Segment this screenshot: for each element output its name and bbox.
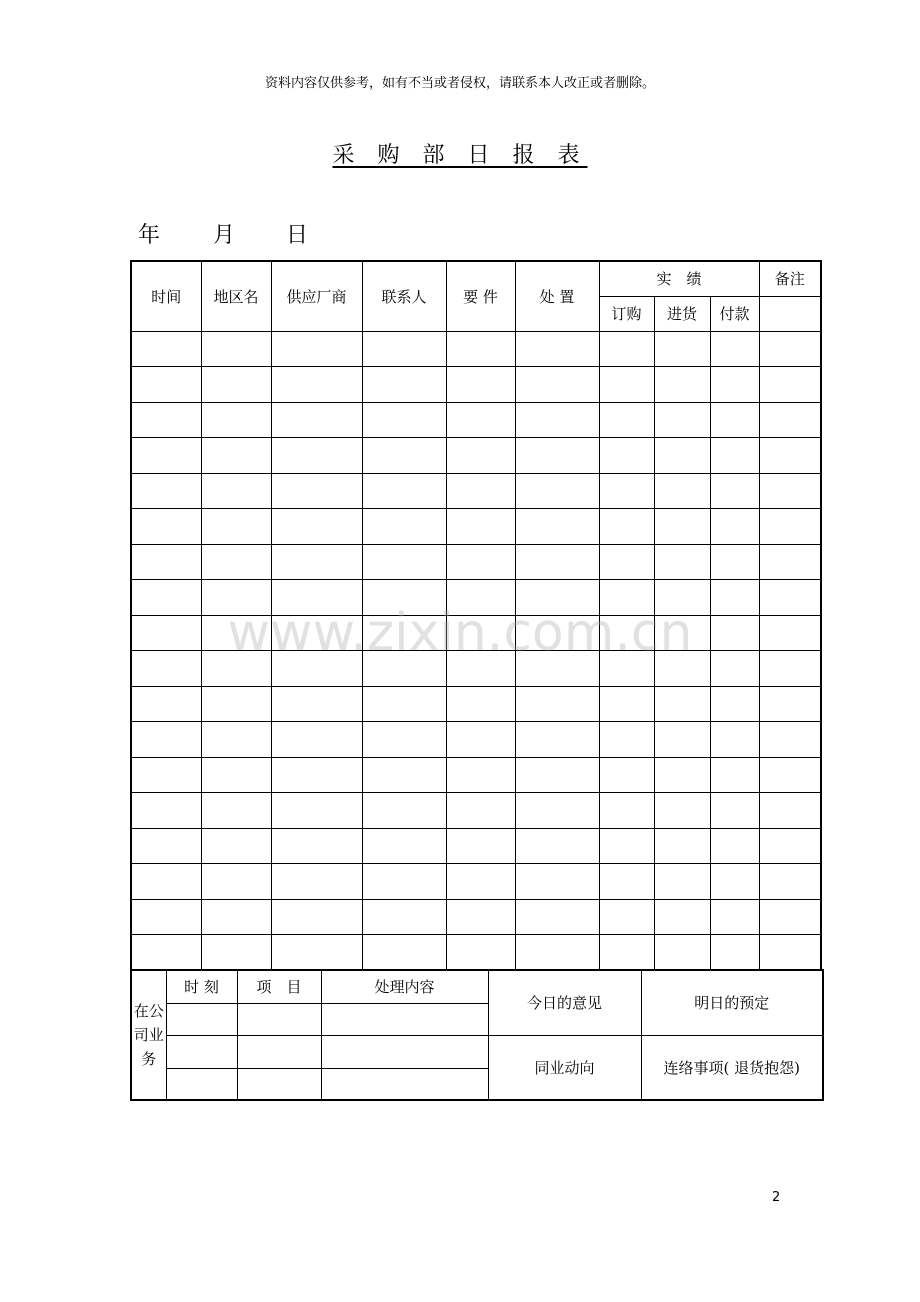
- contact-items-cell: 连络事项( 退货抱怨): [641, 1035, 823, 1100]
- cell-stock-in[interactable]: [654, 438, 710, 474]
- cell-contact[interactable]: [362, 828, 446, 864]
- cell-contact[interactable]: [362, 438, 446, 474]
- cell-region[interactable]: [201, 544, 271, 580]
- cell-order[interactable]: [599, 438, 654, 474]
- business-time-cell[interactable]: [166, 1068, 237, 1100]
- header-performance: 实 绩: [599, 261, 759, 296]
- table-row: [131, 686, 821, 722]
- cell-stock-in[interactable]: [654, 793, 710, 829]
- cell-remarks[interactable]: [759, 828, 821, 864]
- cell-contact[interactable]: [362, 544, 446, 580]
- cell-region[interactable]: [201, 899, 271, 935]
- cell-order[interactable]: [599, 544, 654, 580]
- cell-remarks[interactable]: [759, 331, 821, 367]
- cell-handling[interactable]: [515, 686, 599, 722]
- cell-handling[interactable]: [515, 438, 599, 474]
- cell-matter[interactable]: [446, 899, 515, 935]
- cell-region[interactable]: [201, 473, 271, 509]
- cell-contact[interactable]: [362, 935, 446, 971]
- cell-region[interactable]: [201, 935, 271, 971]
- cell-matter[interactable]: [446, 402, 515, 438]
- table-row: [131, 473, 821, 509]
- company-business-label: 在公司业务: [131, 970, 166, 1100]
- cell-time[interactable]: [131, 651, 201, 687]
- header-region: 地区名: [201, 261, 271, 331]
- cell-time[interactable]: [131, 757, 201, 793]
- cell-contact[interactable]: [362, 580, 446, 616]
- cell-order[interactable]: [599, 935, 654, 971]
- business-time-cell[interactable]: [166, 1003, 237, 1035]
- cell-stock-in[interactable]: [654, 935, 710, 971]
- cell-stock-in[interactable]: [654, 722, 710, 758]
- header-payment: 付款: [710, 296, 759, 331]
- cell-order[interactable]: [599, 473, 654, 509]
- cell-time[interactable]: [131, 509, 201, 545]
- page-title: [0, 138, 920, 169]
- cell-remarks[interactable]: [759, 686, 821, 722]
- header-time: 时间: [131, 261, 201, 331]
- company-business-table: [130, 969, 824, 1101]
- business-time-cell[interactable]: [166, 1035, 237, 1068]
- cell-remarks[interactable]: [759, 864, 821, 900]
- cell-contact[interactable]: [362, 793, 446, 829]
- table-row: [131, 580, 821, 616]
- cell-payment[interactable]: [710, 473, 759, 509]
- business-item-cell[interactable]: [237, 1035, 321, 1068]
- cell-region[interactable]: [201, 864, 271, 900]
- cell-remarks[interactable]: [759, 367, 821, 403]
- cell-region[interactable]: [201, 402, 271, 438]
- table-row: [131, 651, 821, 687]
- cell-time[interactable]: [131, 331, 201, 367]
- cell-time[interactable]: [131, 580, 201, 616]
- cell-contact[interactable]: [362, 473, 446, 509]
- cell-region[interactable]: [201, 686, 271, 722]
- cell-order[interactable]: [599, 651, 654, 687]
- date-month-label: 月: [213, 223, 236, 248]
- cell-payment[interactable]: [710, 509, 759, 545]
- cell-remarks[interactable]: [759, 757, 821, 793]
- cell-order[interactable]: [599, 828, 654, 864]
- cell-handling[interactable]: [515, 509, 599, 545]
- cell-supplier[interactable]: [271, 473, 362, 509]
- table-row: [131, 402, 821, 438]
- cell-handling[interactable]: [515, 793, 599, 829]
- cell-stock-in[interactable]: [654, 331, 710, 367]
- cell-region[interactable]: [201, 367, 271, 403]
- cell-order[interactable]: [599, 615, 654, 651]
- cell-contact[interactable]: [362, 331, 446, 367]
- header-contact: 联系人: [362, 261, 446, 331]
- cell-remarks[interactable]: [759, 615, 821, 651]
- cell-payment[interactable]: [710, 580, 759, 616]
- cell-stock-in[interactable]: [654, 580, 710, 616]
- cell-order[interactable]: [599, 793, 654, 829]
- cell-payment[interactable]: [710, 793, 759, 829]
- cell-handling[interactable]: [515, 722, 599, 758]
- cell-stock-in[interactable]: [654, 615, 710, 651]
- header-remarks-blank: [759, 296, 821, 331]
- cell-region[interactable]: [201, 828, 271, 864]
- cell-time[interactable]: [131, 935, 201, 971]
- header-order: 订购: [599, 296, 654, 331]
- cell-supplier[interactable]: [271, 544, 362, 580]
- cell-order[interactable]: [599, 402, 654, 438]
- cell-remarks[interactable]: [759, 899, 821, 935]
- business-content-cell[interactable]: [321, 1003, 488, 1035]
- cell-handling[interactable]: [515, 580, 599, 616]
- cell-order[interactable]: [599, 899, 654, 935]
- purchase-report-table: [130, 260, 822, 971]
- cell-matter[interactable]: [446, 828, 515, 864]
- cell-payment[interactable]: [710, 828, 759, 864]
- business-row-3: [131, 1035, 823, 1068]
- cell-order[interactable]: [599, 509, 654, 545]
- page-number: 2: [772, 1190, 781, 1205]
- page-title-text: 采 购 部 日 报 表: [332, 143, 588, 168]
- cell-matter[interactable]: [446, 757, 515, 793]
- cell-region[interactable]: [201, 438, 271, 474]
- cell-matter[interactable]: [446, 864, 515, 900]
- cell-contact[interactable]: [362, 615, 446, 651]
- cell-remarks[interactable]: [759, 722, 821, 758]
- cell-remarks[interactable]: [759, 580, 821, 616]
- cell-handling[interactable]: [515, 864, 599, 900]
- cell-handling[interactable]: [515, 331, 599, 367]
- cell-remarks[interactable]: [759, 509, 821, 545]
- cell-payment[interactable]: [710, 864, 759, 900]
- cell-supplier[interactable]: [271, 331, 362, 367]
- business-content-cell[interactable]: [321, 1068, 488, 1100]
- table-row: [131, 509, 821, 545]
- cell-payment[interactable]: [710, 686, 759, 722]
- cell-handling[interactable]: [515, 473, 599, 509]
- cell-remarks[interactable]: [759, 544, 821, 580]
- cell-matter[interactable]: [446, 438, 515, 474]
- cell-region[interactable]: [201, 615, 271, 651]
- cell-supplier[interactable]: [271, 899, 362, 935]
- cell-order[interactable]: [599, 722, 654, 758]
- cell-region[interactable]: [201, 793, 271, 829]
- business-content-cell[interactable]: [321, 1035, 488, 1068]
- cell-stock-in[interactable]: [654, 686, 710, 722]
- business-time-header: 时 刻: [166, 970, 237, 1003]
- cell-contact[interactable]: [362, 686, 446, 722]
- header-handling: 处 置: [515, 261, 599, 331]
- cell-supplier[interactable]: [271, 935, 362, 971]
- cell-supplier[interactable]: [271, 864, 362, 900]
- cell-handling[interactable]: [515, 935, 599, 971]
- cell-payment[interactable]: [710, 615, 759, 651]
- table-row: [131, 935, 821, 971]
- cell-time[interactable]: [131, 722, 201, 758]
- cell-time[interactable]: [131, 864, 201, 900]
- cell-remarks[interactable]: [759, 473, 821, 509]
- cell-time[interactable]: [131, 899, 201, 935]
- cell-payment[interactable]: [710, 899, 759, 935]
- cell-contact[interactable]: [362, 899, 446, 935]
- cell-matter[interactable]: [446, 722, 515, 758]
- cell-payment[interactable]: [710, 651, 759, 687]
- cell-contact[interactable]: [362, 402, 446, 438]
- table-row: [131, 899, 821, 935]
- header-stock-in: 进货: [654, 296, 710, 331]
- cell-stock-in[interactable]: [654, 509, 710, 545]
- cell-region[interactable]: [201, 722, 271, 758]
- cell-matter[interactable]: [446, 580, 515, 616]
- cell-region[interactable]: [201, 331, 271, 367]
- cell-matter[interactable]: [446, 473, 515, 509]
- cell-region[interactable]: [201, 580, 271, 616]
- cell-payment[interactable]: [710, 757, 759, 793]
- table-row: [131, 615, 821, 651]
- cell-supplier[interactable]: [271, 686, 362, 722]
- cell-contact[interactable]: [362, 757, 446, 793]
- cell-handling[interactable]: [515, 544, 599, 580]
- cell-supplier[interactable]: [271, 651, 362, 687]
- cell-order[interactable]: [599, 864, 654, 900]
- cell-supplier[interactable]: [271, 615, 362, 651]
- cell-time[interactable]: [131, 367, 201, 403]
- cell-supplier[interactable]: [271, 793, 362, 829]
- cell-time[interactable]: [131, 615, 201, 651]
- cell-payment[interactable]: [710, 722, 759, 758]
- cell-remarks[interactable]: [759, 438, 821, 474]
- cell-handling[interactable]: [515, 899, 599, 935]
- cell-time[interactable]: [131, 793, 201, 829]
- date-day-label: 日: [286, 223, 309, 248]
- cell-handling[interactable]: [515, 757, 599, 793]
- cell-remarks[interactable]: [759, 402, 821, 438]
- cell-matter[interactable]: [446, 935, 515, 971]
- cell-order[interactable]: [599, 331, 654, 367]
- cell-matter[interactable]: [446, 651, 515, 687]
- cell-payment[interactable]: [710, 438, 759, 474]
- cell-matter[interactable]: [446, 367, 515, 403]
- cell-order[interactable]: [599, 757, 654, 793]
- cell-stock-in[interactable]: [654, 473, 710, 509]
- cell-time[interactable]: [131, 473, 201, 509]
- business-content-header: 处理内容: [321, 970, 488, 1003]
- date-line: [138, 218, 308, 249]
- cell-time[interactable]: [131, 686, 201, 722]
- cell-supplier[interactable]: [271, 367, 362, 403]
- cell-region[interactable]: [201, 651, 271, 687]
- cell-supplier[interactable]: [271, 722, 362, 758]
- cell-stock-in[interactable]: [654, 544, 710, 580]
- business-item-header: 项 目: [237, 970, 321, 1003]
- cell-handling[interactable]: [515, 402, 599, 438]
- date-year-label: 年: [138, 223, 161, 248]
- cell-region[interactable]: [201, 509, 271, 545]
- header-row-1: [131, 261, 821, 296]
- cell-handling[interactable]: [515, 615, 599, 651]
- cell-stock-in[interactable]: [654, 651, 710, 687]
- cell-payment[interactable]: [710, 331, 759, 367]
- cell-order[interactable]: [599, 686, 654, 722]
- cell-matter[interactable]: [446, 509, 515, 545]
- cell-stock-in[interactable]: [654, 828, 710, 864]
- cell-supplier[interactable]: [271, 828, 362, 864]
- business-row-1: [131, 970, 823, 1003]
- industry-trends-cell: 同业动向: [488, 1035, 641, 1100]
- table-row: [131, 722, 821, 758]
- cell-stock-in[interactable]: [654, 899, 710, 935]
- cell-remarks[interactable]: [759, 793, 821, 829]
- today-opinion-cell: 今日的意见: [488, 970, 641, 1035]
- cell-supplier[interactable]: [271, 580, 362, 616]
- tomorrow-plan-cell: 明日的预定: [641, 970, 823, 1035]
- cell-handling[interactable]: [515, 651, 599, 687]
- cell-time[interactable]: [131, 828, 201, 864]
- table-row: [131, 438, 821, 474]
- cell-remarks[interactable]: [759, 935, 821, 971]
- cell-contact[interactable]: [362, 864, 446, 900]
- cell-stock-in[interactable]: [654, 402, 710, 438]
- cell-stock-in[interactable]: [654, 757, 710, 793]
- business-item-cell[interactable]: [237, 1003, 321, 1035]
- cell-payment[interactable]: [710, 367, 759, 403]
- cell-matter[interactable]: [446, 615, 515, 651]
- business-item-cell[interactable]: [237, 1068, 321, 1100]
- cell-stock-in[interactable]: [654, 367, 710, 403]
- cell-supplier[interactable]: [271, 402, 362, 438]
- cell-supplier[interactable]: [271, 509, 362, 545]
- cell-time[interactable]: [131, 402, 201, 438]
- cell-contact[interactable]: [362, 367, 446, 403]
- table-row: [131, 793, 821, 829]
- cell-matter[interactable]: [446, 686, 515, 722]
- cell-matter[interactable]: [446, 793, 515, 829]
- cell-payment[interactable]: [710, 544, 759, 580]
- cell-payment[interactable]: [710, 935, 759, 971]
- cell-time[interactable]: [131, 438, 201, 474]
- cell-contact[interactable]: [362, 722, 446, 758]
- cell-matter[interactable]: [446, 544, 515, 580]
- cell-handling[interactable]: [515, 828, 599, 864]
- cell-matter[interactable]: [446, 331, 515, 367]
- cell-supplier[interactable]: [271, 438, 362, 474]
- table-row: [131, 864, 821, 900]
- cell-time[interactable]: [131, 544, 201, 580]
- table-row: [131, 828, 821, 864]
- table-row: [131, 757, 821, 793]
- table-row: [131, 331, 821, 367]
- cell-stock-in[interactable]: [654, 864, 710, 900]
- watermark: www.zixin.com.cn: [227, 603, 693, 663]
- cell-order[interactable]: [599, 580, 654, 616]
- cell-region[interactable]: [201, 757, 271, 793]
- cell-contact[interactable]: [362, 651, 446, 687]
- cell-order[interactable]: [599, 367, 654, 403]
- cell-handling[interactable]: [515, 367, 599, 403]
- cell-supplier[interactable]: [271, 757, 362, 793]
- cell-payment[interactable]: [710, 402, 759, 438]
- cell-contact[interactable]: [362, 509, 446, 545]
- table-row: [131, 367, 821, 403]
- header-remarks: 备注: [759, 261, 821, 296]
- header-matter: 要 件: [446, 261, 515, 331]
- disclaimer-notice: 资料内容仅供参考，如有不当或者侵权，请联系本人改正或者删除。: [264, 76, 655, 91]
- cell-remarks[interactable]: [759, 651, 821, 687]
- table-row: [131, 544, 821, 580]
- header-supplier: 供应厂商: [271, 261, 362, 331]
